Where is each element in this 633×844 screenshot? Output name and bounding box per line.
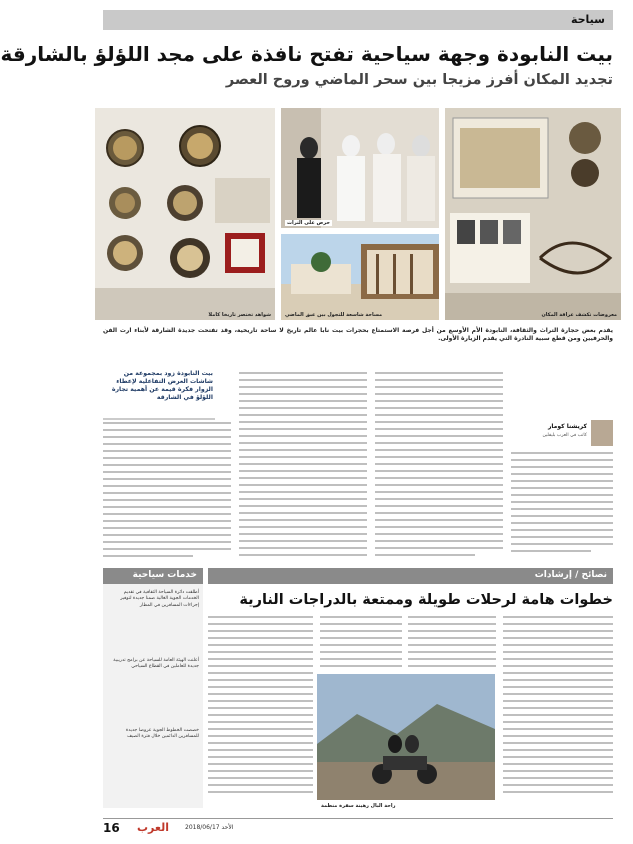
section2-header [208,568,613,584]
headline2: خطوات هامة لرحلات طويلة وممتعة بالدراجات النارية [239,592,613,608]
section2-label: نصائح / إرشادات [534,570,607,580]
sidebar-item: خصصت الخطوط الجوية عروضا جديدة للمسافرين الدائمين خلال فترة الصيف [125,728,199,740]
sidebar-item: أعلنت الهيئة العامة للسياحة عن برامج تدريبية جديدة للعاملين في القطاع السياحي [113,658,199,670]
sidebar-title: خدمات سياحية [132,570,197,580]
article-body-lines [103,372,613,562]
footer [103,818,613,837]
sidebar-item: أطلقت دائرة السياحة الثقافية في تقديم الخدمات الجوية الغالية ضمنا جديدة لتوفير إجراءات المسافرين في المطار [120,590,199,608]
pullquote-text: بيت النابودة زود بمجموعة من شاشات العرض التفاعلية لإعطاء الزوار فكرة قيمة عن أهمية تجارة اللؤلؤ في الشارقة [111,370,213,401]
coins-caption: شواهد تختصر تاريخا كاملا [208,312,271,318]
courtyard-caption: مساحة شاسعة للتجول بين عبق الماضي [285,312,383,318]
showcase-photo [445,108,621,320]
section-label: سياحة [570,13,605,26]
footer-date: 2018/06/17 الأحد [185,824,234,831]
headline: بيت النابودة وجهة سياحية تفتح نافذة على مجد اللؤلؤ بالشارقة [0,42,613,66]
motorbike-caption: راحة البال رهينة سفرة منظمة [321,803,396,809]
subheadline: تجديد المكان أفرز مزيجا بين سحر الماضي وروح العصر [225,72,613,88]
footer-brand: العرب [137,821,170,834]
showcase-caption: معروضات تكشف عراقة المكان [541,312,617,318]
dignitaries-caption: حرص على التراث [287,220,330,226]
coins-photo [95,108,275,320]
article2-body-lines [208,616,613,806]
courtyard-photo [281,234,439,320]
dignitaries-photo [281,108,439,228]
author-name: كريشنا كومار [547,423,587,430]
section-header [103,10,613,30]
footer-page-number: 16 [103,821,120,835]
sidebar-title-bar [103,568,203,584]
author-role: كاتب في العرب بليفلين [542,433,587,438]
sidebar [103,568,203,808]
article-lead: يقدم بعض حجارة التراث والثقافة، النابودة الأم الأوسع من أجل فرصة الاستمتاع بحجرات بيت نابا عالم تاريخ لا ساحة تاريخية، وقد تفتحت جديدة الشارقة لأبناء ارت الفن والحرفيين ومن قطع سبية النادرة التي يقدم الزيارة الأولى. [103,327,613,342]
